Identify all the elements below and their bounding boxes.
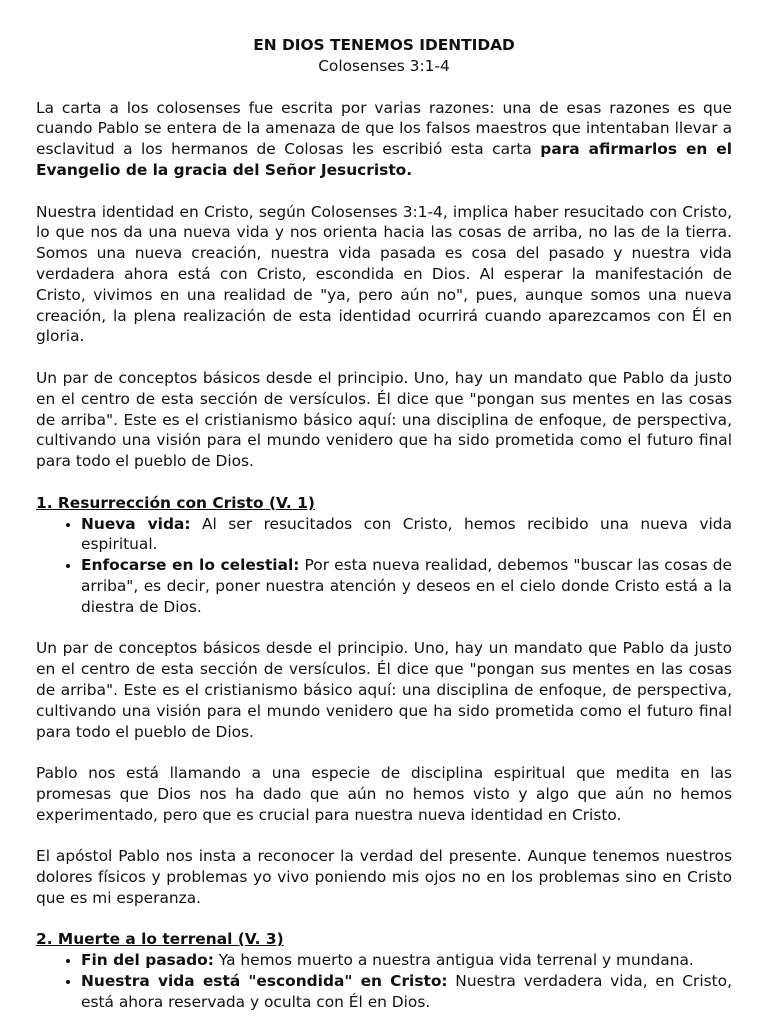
list-item-text: Por esta nueva realidad, debemos "buscar las cosas de arriba", es decir, poner nuestra atención y deseos en el cielo donde Cristo está a la diestra de Dios. [81,556,732,616]
section-2-list [36,950,732,1012]
paragraph-basic-concepts-repeat: Un par de conceptos básicos desde el principio. Uno, hay un mandato que Pablo da justo en el centro de esta sección de versículos. Él dice que "pongan sus mentes en las cosas de arriba". Este es el cristianismo básico aquí: una disciplina de enfoque, de perspectiva, cultivando una visión para el mundo venidero que ha sido prometida como el futuro final para todo el pueblo de Dios. [36,639,732,741]
paragraph-spiritual-discipline: Pablo nos está llamando a una especie de disciplina espiritual que medita en las promesas que Dios nos ha dado que aún no hemos visto y algo que aún no hemos experimentado, pero que es crucial para nuestra nueva identidad en Cristo. [36,764,732,824]
list-item-term: Fin del pasado: [81,951,214,970]
list-item-term: Enfocarse en lo celestial: [81,556,300,575]
list-item-text: Ya hemos muerto a nuestra antigua vida terrenal y mundana. [213,951,694,970]
list-item-text: Al ser resucitados con Cristo, hemos recibido una nueva vida espiritual. [81,514,732,554]
document-title: EN DIOS TENEMOS IDENTIDAD [253,36,515,54]
document-subtitle: Colosenses 3:1-4 [318,56,450,75]
list-item [81,514,732,556]
list-item [81,971,732,1013]
section-2-heading: 2. Muerte a lo terrenal (V. 3) [36,930,284,949]
paragraph-present-truth: El apóstol Pablo nos insta a reconocer la verdad del presente. Aunque tenemos nuestros dolores físicos y problemas yo vivo poniendo mis ojos no en los problemas sino en Cristo que es mi esperanza. [36,847,732,907]
list-item [81,555,732,617]
list-item-text: Nuestra verdadera vida, en Cristo, está ahora reservada y oculta con Él en Dios. [81,972,732,1011]
list-item-term: Nuestra vida está "escondida" en Cristo: [81,972,448,991]
section-1-list [36,514,732,618]
intro-text: La carta a los colosenses fue escrita por varias razones: una de esas razones es que cuando Pablo se entera de la amenaza de que los falsos maestros que intentaban llevar a esclavitud a los hermanos de Colosas les escribió esta carta [36,98,732,159]
list-item-term: Nueva vida: [81,514,191,533]
paragraph-identity: Nuestra identidad en Cristo, según Colosenses 3:1-4, implica haber resucitado con Cristo, lo que nos da una nueva vida y nos orienta hacia las cosas de arriba, no las de la tierra. Somos una nueva creación, nuestra vida pasada es cosa del pasado y nuestra vida verdadera ahora está con Cristo, escondida en Dios. Al esperar la manifestación de Cristo, vivimos en una realidad de "ya, pero aún no", pues, aunque somos una nueva creación, la plena realización de esta identidad ocurrirá cuando aparezcamos con Él en gloria. [36,202,732,346]
intro-paragraph [36,98,732,181]
intro-bold-text: para afirmarlos en el Evangelio de la gracia del Señor Jesucristo. [36,140,732,179]
section-1-heading: 1. Resurrección con Cristo (V. 1) [36,493,315,512]
list-item [81,950,732,971]
paragraph-basic-concepts: Un par de conceptos básicos desde el principio. Uno, hay un mandato que Pablo da justo en el centro de esta sección de versículos. Él dice que "pongan sus mentes en las cosas de arriba". Este es el cristianismo básico aquí: una disciplina de enfoque, de perspectiva, cultivando una visión para el mundo venidero que ha sido prometida como el futuro final para todo el pueblo de Dios. [36,368,732,471]
